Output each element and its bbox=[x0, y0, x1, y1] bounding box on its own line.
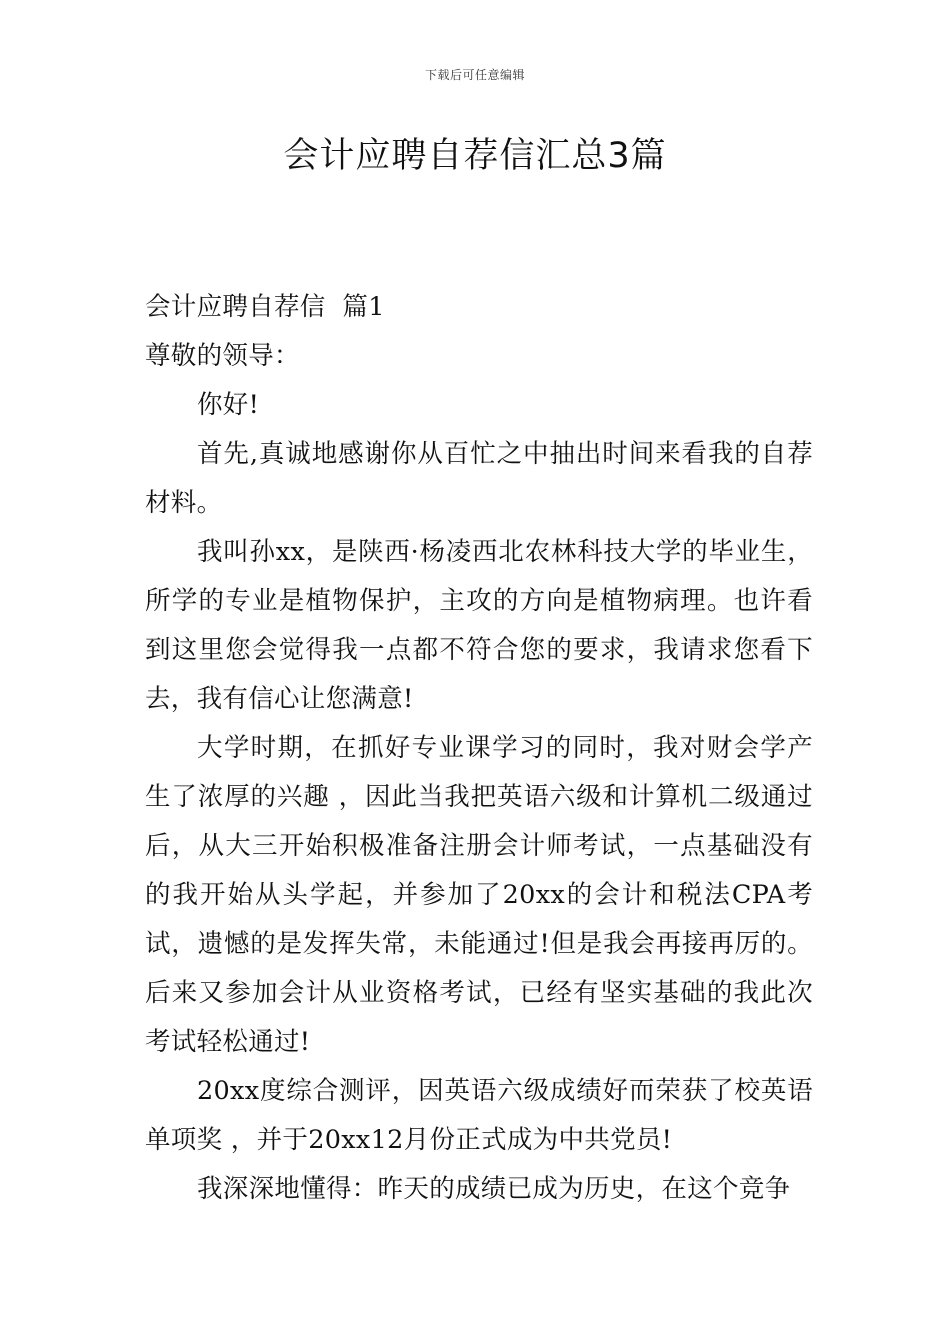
paragraph-awards: 20xx度综合测评，因英语六级成绩好而荣获了校英语单项奖 ，并于20xx12月份正式成为中共党员! bbox=[145, 1076, 813, 1155]
paragraph-thanks: 首先,真诚地感谢你从百忙之中抽出时间来看我的自荐材料。 bbox=[145, 439, 813, 518]
section-heading: 会计应聘自荐信 篇1 bbox=[145, 292, 385, 322]
header-note: 下载后可任意编辑 bbox=[424, 68, 525, 82]
salutation: 尊敬的领导： bbox=[145, 341, 300, 371]
paragraph-introduction: 我叫孙xx，是陕西·杨凌西北农林科技大学的毕业生，所学的专业是植物保护，主攻的方向是植物病理。也许看到这里您会觉得我一点都不符合您的要求，我请求您看下去，我有信心让您满意! bbox=[145, 537, 813, 714]
paragraph-greeting: 你好! bbox=[197, 390, 260, 420]
document-title: 会计应聘自荐信汇总3篇 bbox=[283, 136, 667, 176]
paragraph-closing: 我深深地懂得：昨天的成绩已成为历史，在这个竞争 bbox=[197, 1174, 791, 1204]
paragraph-university: 大学时期，在抓好专业课学习的同时，我对财会学产生了浓厚的兴趣 ，因此当我把英语六级和计算机二级通过后，从大三开始积极准备注册会计师考试，一点基础没有的我开始从头学起，并参加了20xx的会计和税法CPA考试，遗憾的是发挥失常，未能通过!但是我会再接再厉的。后来又参加会计从业资格考试，已经有坚实基础的我此次考试轻松通过! bbox=[145, 733, 813, 1057]
document-body bbox=[145, 283, 813, 1214]
